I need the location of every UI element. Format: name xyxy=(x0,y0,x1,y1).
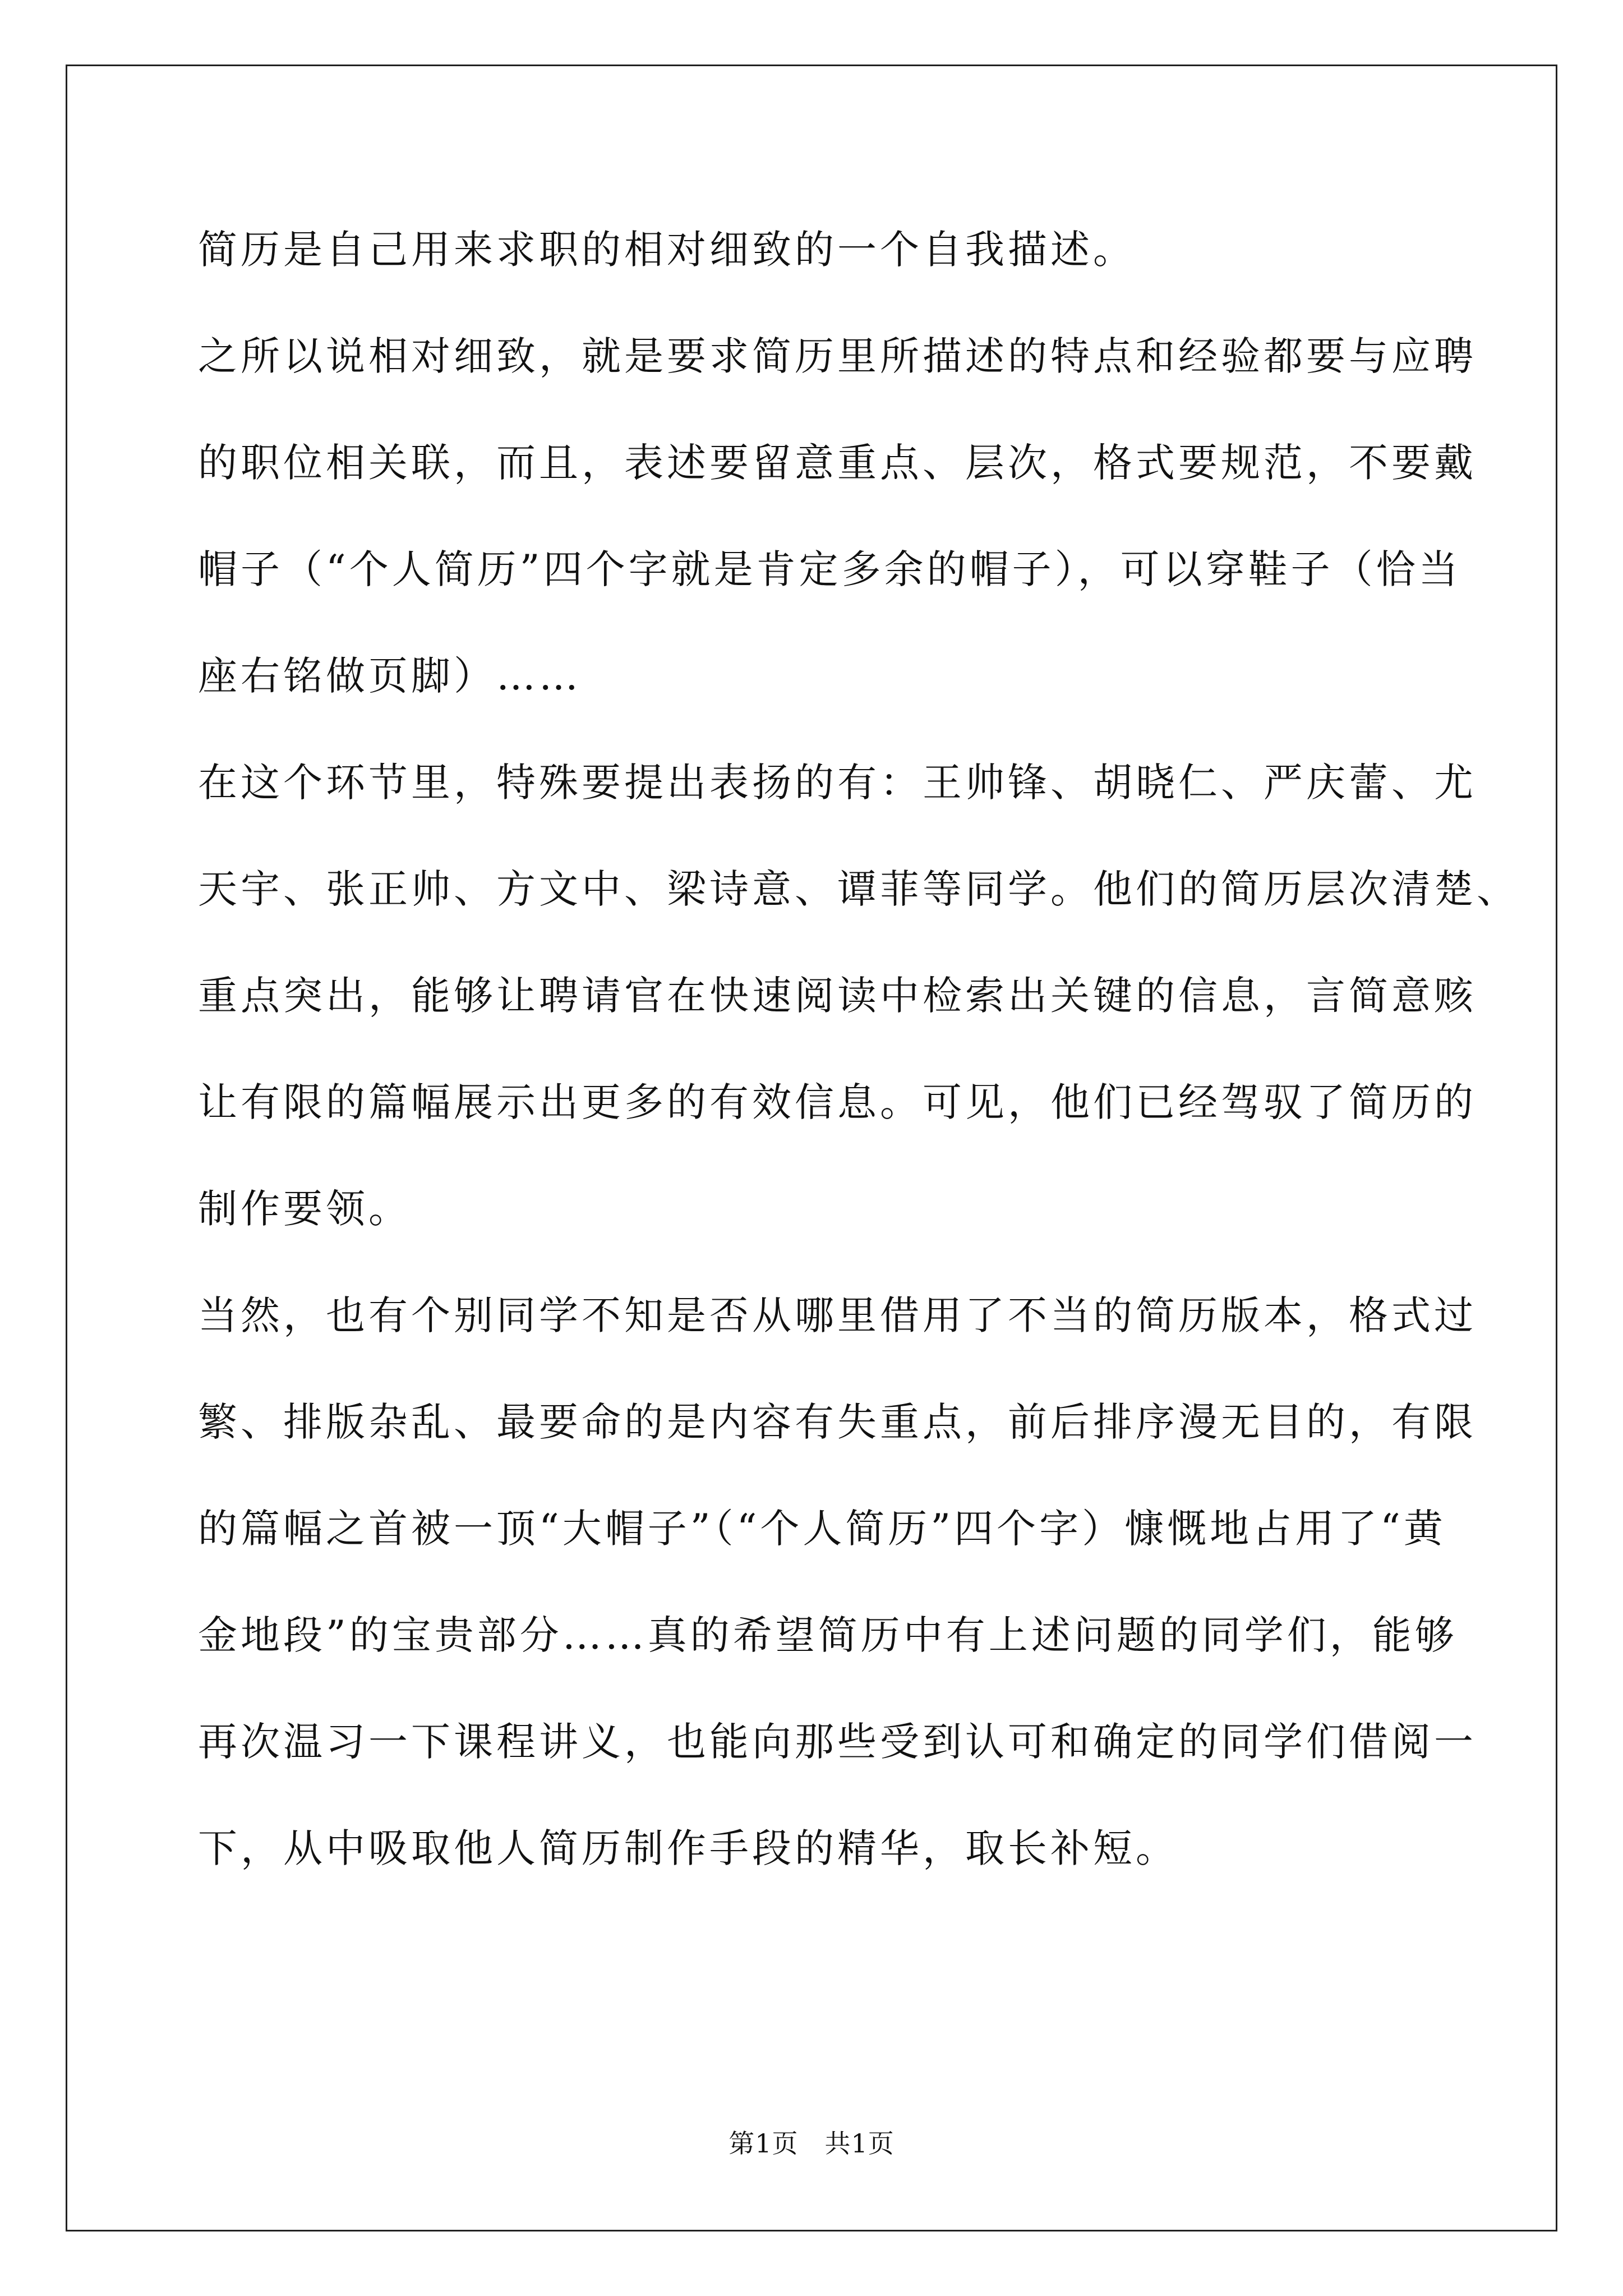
text-line: 之所以说相对细致，就是要求简历里所描述的特点和经验都要与应聘 xyxy=(198,333,1477,379)
text-line: 下，从中吸取他人简历制作手段的精华，取长补短。 xyxy=(198,1825,1178,1871)
text-line: 在这个环节里，特殊要提出表扬的有：王帅锋、胡晓仁、严庆蕾、尤 xyxy=(198,760,1477,806)
text-line: 当然，也有个别同学不知是否从哪里借用了不当的简历版本，格式过 xyxy=(198,1292,1477,1338)
text-line: 帽子（“个人简历”四个字就是肯定多余的帽子），可以穿鞋子（恰当 xyxy=(198,546,1461,592)
text-line: 让有限的篇幅展示出更多的有效信息。可见，他们已经驾驭了简历的 xyxy=(198,1079,1477,1125)
text-line: 重点突出，能够让聘请官在快速阅读中检索出关键的信息，言简意赅 xyxy=(198,973,1477,1019)
page-number-footer: 第1页 共1页 xyxy=(728,2128,895,2159)
text-line: 制作要领。 xyxy=(198,1186,411,1232)
text-line: 简历是自己用来求职的相对细致的一个自我描述。 xyxy=(198,227,1136,273)
text-line: 座右铭做页脚）…… xyxy=(198,653,582,699)
text-line: 天宇、张正帅、方文中、梁诗意、谭菲等同学。他们的简历层次清楚、 xyxy=(198,866,1519,912)
text-line: 的职位相关联，而且，表述要留意重点、层次，格式要规范，不要戴 xyxy=(198,440,1477,486)
document-body xyxy=(198,196,1519,1902)
text-line: 繁、排版杂乱、最要命的是内容有失重点，前后排序漫无目的，有限 xyxy=(198,1399,1477,1445)
text-line: 金地段”的宝贵部分……真的希望简历中有上述问题的同学们，能够 xyxy=(198,1612,1458,1658)
text-line: 的篇幅之首被一顶“大帽子”（“个人简历”四个字）慷慨地占用了“黄 xyxy=(198,1506,1446,1552)
text-line: 再次温习一下课程讲义，也能向那些受到认可和确定的同学们借阅一 xyxy=(198,1719,1477,1765)
